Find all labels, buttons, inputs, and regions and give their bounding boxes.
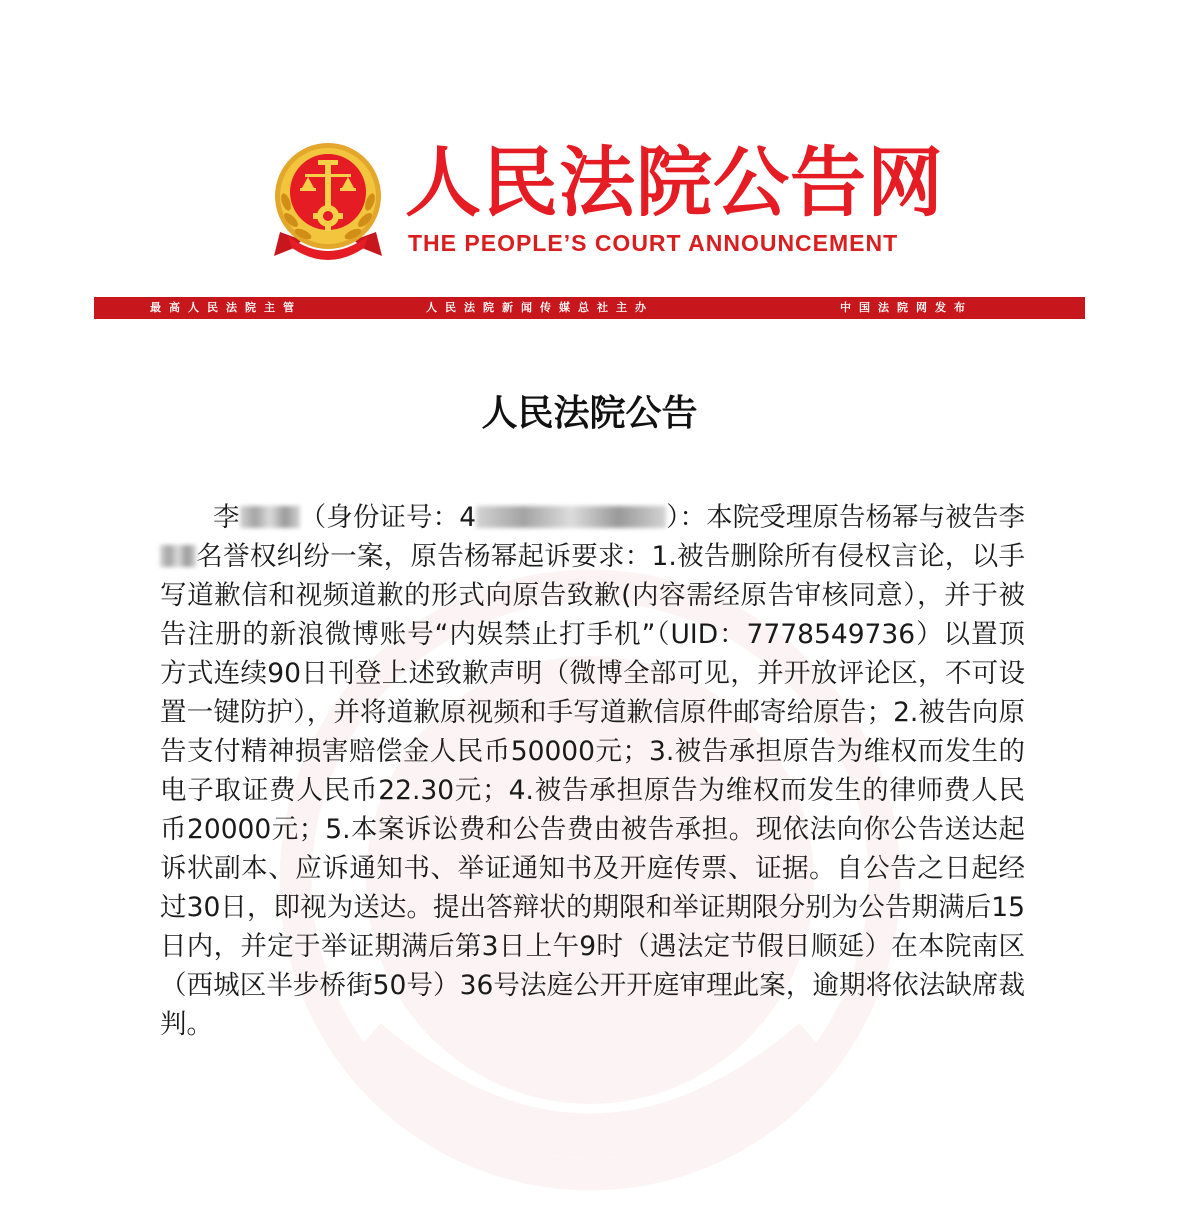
announcement-text: 名誉权纠纷一案，原告杨幂起诉要求：1.被告删除所有侵权言论，以手写道歉信和视频道歉的形式向原告致歉(内容需经原告审核同意），并于被告注册的新浪微博账号“内娱禁止打手机”（UID：7778549736）以置顶方式连续90日刊登上述致歉声明（微博全部可见，并开放评论区，不可设置一键防护），并将道歉原视频和手写道歉信原件邮寄给原告；2.被告向原告支付精神损害赔偿金人民币50000元；3.被告承担原告为维权而发生的电子取证费人民币22.30元；4.被告承担原告为维权而发生的律师费人民币20000元；5.本案诉讼费和公告费由被告承担。现依法向你公告送达起诉状副本、应诉通知书、举证通知书及开庭传票、证据。自公告之日起经过30日，即视为送达。提出答辩状的期限和举证期限分别为公告期满后15日内，并定于举证期满后第3日上午9时（遇法定节假日顺延）在本院南区（西城区半步桥街50号）36号法庭公开开庭审理此案，逾期将依法缺席裁判。: [160, 541, 1025, 1040]
banner-item-supervisor: 最高人民法院主管: [150, 301, 302, 314]
id-suffix: ）：本院受理原告杨幂与被告李: [666, 502, 1026, 533]
defendant-name-fragment: 李: [213, 502, 240, 533]
redacted-name: [240, 506, 300, 528]
site-name-cn: 人民法院公告网: [405, 138, 944, 227]
site-name-en: THE PEOPLE’S COURT ANNOUNCEMENT: [408, 230, 899, 256]
court-emblem-icon: [272, 140, 384, 266]
banner-item-sponsor: 人民法院新闻传媒总社主办: [426, 301, 654, 314]
document-title: 人民法院公告: [481, 393, 698, 434]
header-banner: [94, 297, 1085, 319]
redacted-id-number: [476, 506, 666, 528]
redacted-name-2: [160, 545, 196, 567]
announcement-body: [160, 498, 1025, 1044]
id-prefix: （身份证号：4: [299, 502, 477, 533]
banner-item-publisher: 中国法院网发布: [840, 301, 973, 314]
